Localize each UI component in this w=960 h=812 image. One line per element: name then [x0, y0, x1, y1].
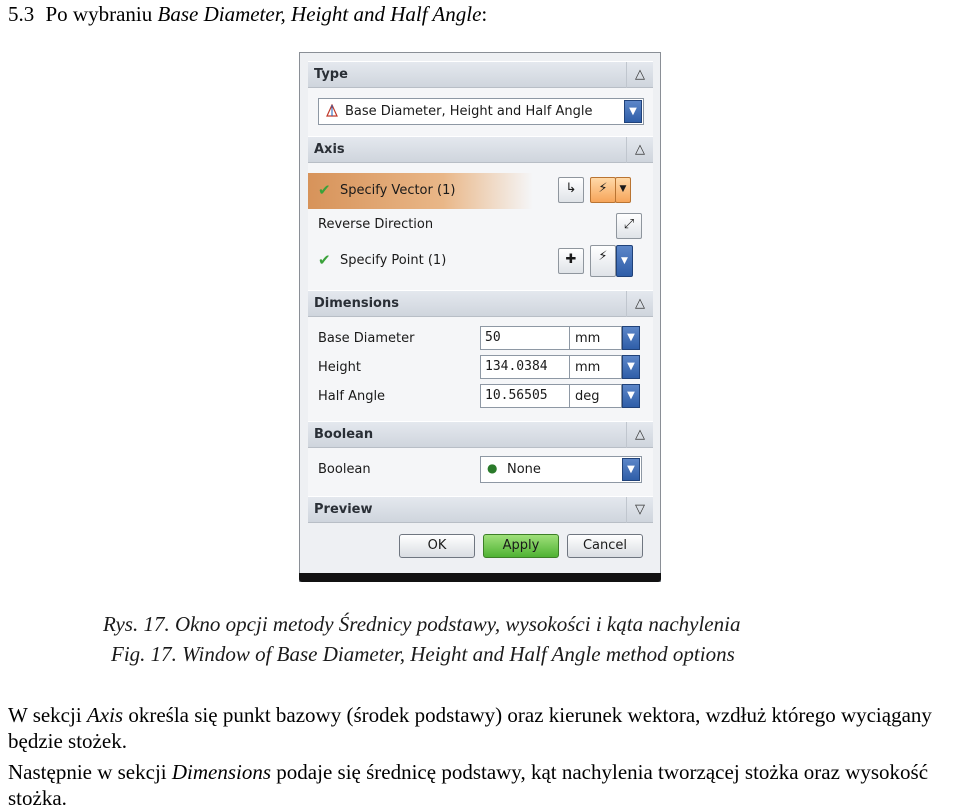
- chevron-down-icon[interactable]: ▼: [622, 355, 640, 379]
- caption-en: Fig. 17. Window of Base Diameter, Height and Half Angle method options: [111, 642, 735, 666]
- boolean-section-header[interactable]: [308, 421, 653, 448]
- boolean-select[interactable]: [480, 456, 642, 483]
- point-dialog-icon[interactable]: ✚: [558, 248, 584, 274]
- cone-dialog: [299, 52, 661, 582]
- half-angle-field: [480, 384, 640, 408]
- specify-point-label: Specify Point (1): [340, 253, 447, 268]
- section-number: 5.3: [8, 2, 35, 26]
- boolean-label: Boolean: [318, 462, 371, 477]
- cone-type-icon: [325, 104, 339, 118]
- cancel-button[interactable]: Cancel: [567, 534, 643, 558]
- type-select-value: Base Diameter, Height and Half Angle: [345, 104, 593, 119]
- reverse-direction-icon[interactable]: ⤢: [616, 213, 642, 239]
- heading-suffix: :: [481, 2, 488, 26]
- specify-vector-label: Specify Vector (1): [340, 183, 456, 198]
- half-angle-unit[interactable]: deg: [570, 384, 622, 408]
- heading-method: Base Diameter, Height and Half Angle: [157, 2, 482, 26]
- paragraph-text: Następnie w sekcji: [8, 760, 172, 784]
- preview-section-title: Preview: [314, 502, 373, 517]
- chevron-up-icon[interactable]: △: [626, 137, 653, 163]
- reverse-direction-label: Reverse Direction: [318, 217, 434, 232]
- boolean-none-icon: ●: [487, 461, 498, 475]
- check-icon: ✔: [318, 251, 331, 269]
- vector-dialog-icon[interactable]: ↳: [558, 177, 584, 203]
- preview-section-header[interactable]: [308, 496, 653, 523]
- paragraph-text: określa się punkt bazowy (środek podstawy) oraz kierunek wektora, wzdłuż którego wyciągany będzie stożek.: [8, 703, 932, 753]
- axis-section-title: Axis: [314, 142, 345, 157]
- half-angle-input[interactable]: 10.56505: [480, 384, 570, 408]
- apply-button[interactable]: Apply: [483, 534, 559, 558]
- height-field: [480, 355, 640, 379]
- boolean-section-title: Boolean: [314, 427, 374, 442]
- dialog-bottom-bar: [299, 573, 661, 582]
- section-heading: [8, 2, 487, 27]
- ok-button[interactable]: OK: [399, 534, 475, 558]
- paragraph-axis: [8, 702, 958, 754]
- caption-pl: Rys. 17. Okno opcji metody Średnicy podstawy, wysokości i kąta nachylenia: [103, 612, 741, 636]
- paragraph-term: Dimensions: [171, 760, 272, 784]
- type-select[interactable]: [318, 98, 644, 125]
- inferred-point-icon[interactable]: ⚡: [590, 245, 616, 277]
- dimensions-section-title: Dimensions: [314, 296, 399, 311]
- half-angle-label: Half Angle: [318, 389, 386, 404]
- base-diameter-label: Base Diameter: [318, 331, 415, 346]
- paragraph-text: W sekcji: [8, 703, 87, 727]
- chevron-down-icon[interactable]: ▼: [624, 100, 642, 123]
- type-section-title: Type: [314, 67, 348, 82]
- chevron-down-icon[interactable]: ▼: [622, 458, 640, 481]
- chevron-down-icon[interactable]: ▼: [616, 245, 633, 277]
- paragraph-term: Axis: [86, 703, 124, 727]
- heading-prefix: Po wybraniu: [45, 2, 153, 26]
- type-section-body: [308, 88, 653, 136]
- chevron-up-icon[interactable]: △: [626, 291, 653, 317]
- dimensions-section-header[interactable]: [308, 290, 653, 317]
- paragraph-dimensions: [8, 759, 958, 811]
- height-label: Height: [318, 360, 361, 375]
- chevron-down-icon[interactable]: ▽: [626, 497, 653, 523]
- inferred-vector-icon[interactable]: ⚡: [590, 177, 616, 203]
- base-diameter-unit[interactable]: mm: [570, 326, 622, 350]
- type-section-header[interactable]: [308, 61, 653, 88]
- chevron-down-icon[interactable]: ▼: [622, 326, 640, 350]
- axis-section-header[interactable]: [308, 136, 653, 163]
- paragraph-text: podaje się średnicę podstawy, kąt nachylenia tworzącej stożka oraz wysokość stożka.: [8, 760, 929, 810]
- specify-vector-row[interactable]: [308, 173, 533, 209]
- height-unit[interactable]: mm: [570, 355, 622, 379]
- chevron-up-icon[interactable]: △: [626, 62, 653, 88]
- check-icon: ✔: [318, 181, 331, 199]
- chevron-down-icon[interactable]: ▼: [615, 177, 631, 203]
- base-diameter-field: [480, 326, 640, 350]
- chevron-down-icon[interactable]: ▼: [622, 384, 640, 408]
- chevron-up-icon[interactable]: △: [626, 422, 653, 448]
- base-diameter-input[interactable]: 50: [480, 326, 570, 350]
- boolean-select-value: None: [507, 462, 541, 477]
- height-input[interactable]: 134.0384: [480, 355, 570, 379]
